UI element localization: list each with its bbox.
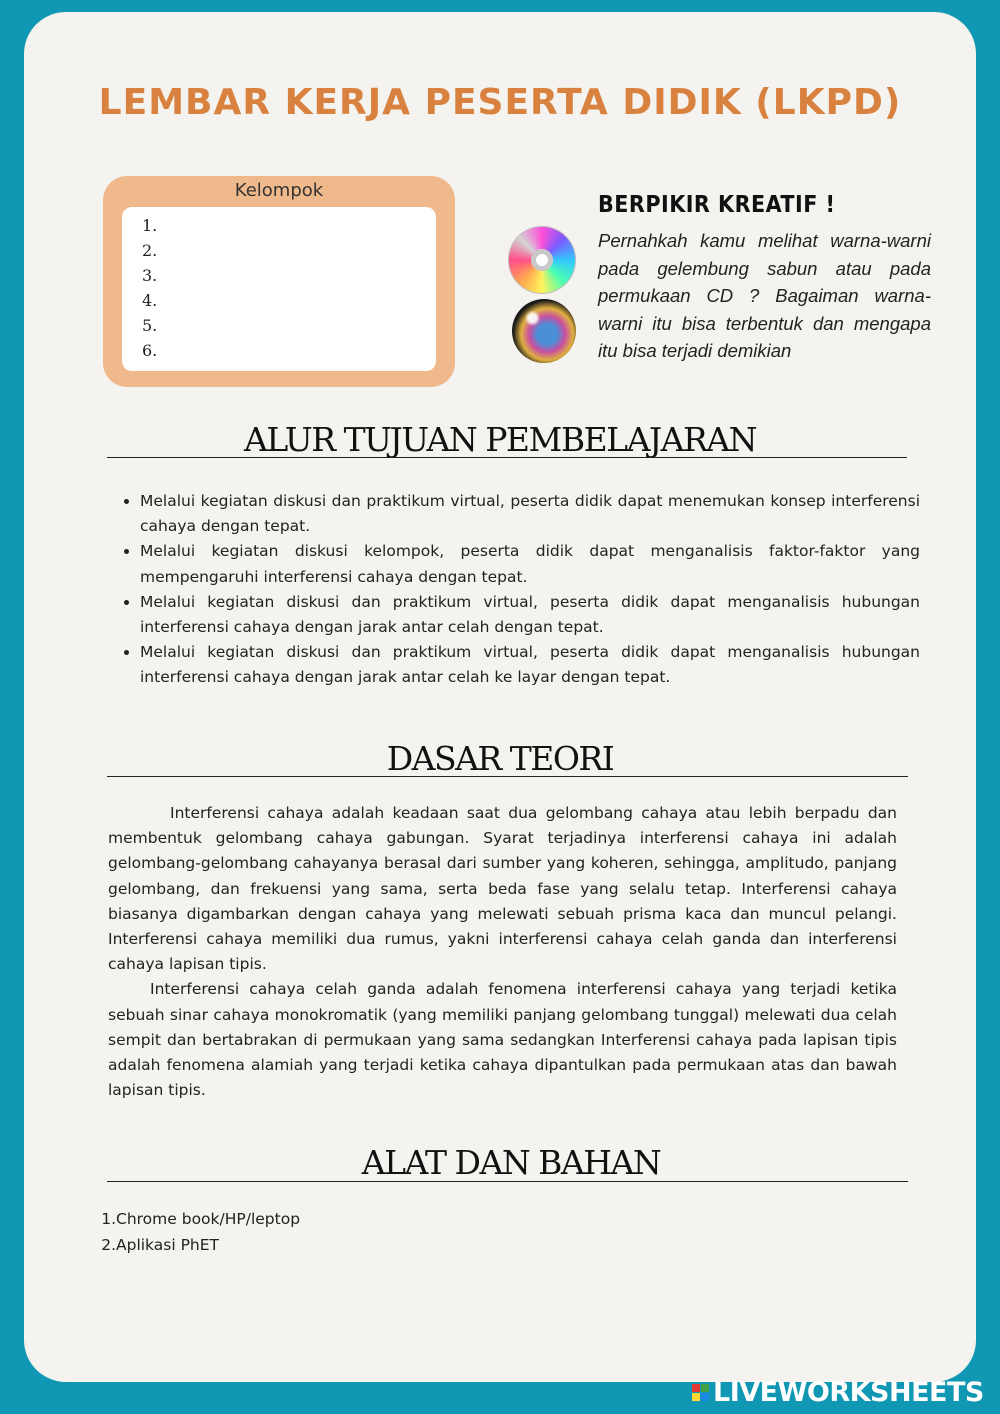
soap-bubble-icon <box>512 299 576 363</box>
cd-icon <box>508 226 576 294</box>
liveworksheets-logo[interactable] <box>692 1378 984 1406</box>
tool-item: 2.Aplikasi PhET <box>101 1235 219 1254</box>
creative-question: Pernahkah kamu melihat warna-warni pada gelembung sabun atau pada permukaan CD ? Bagaiman warna-warni itu bisa terbentuk dan mengapa itu bisa terjadi demikian <box>598 230 931 362</box>
group-member-4: 4. <box>142 291 158 310</box>
group-members-field[interactable] <box>122 207 436 371</box>
theory-title: DASAR TEORI <box>386 739 614 778</box>
group-member-5: 5. <box>142 316 158 335</box>
group-member-3: 3. <box>142 266 158 285</box>
goal-item: • Melalui kegiatan diskusi kelompok, peserta didik dapat menganalisis faktor-faktor yang mempengaruhi interferensi cahaya dengan tepat. <box>140 539 920 589</box>
group-box <box>103 176 455 387</box>
group-members-list <box>122 207 436 363</box>
goal-item: • Melalui kegiatan diskusi dan praktikum virtual, peserta didik dapat menemukan konsep interferensi cahaya dengan tepat. <box>140 489 920 539</box>
liveworksheets-logo-icon <box>692 1384 709 1401</box>
tools-title: ALAT DAN BAHAN <box>361 1143 661 1182</box>
logo-square <box>692 1384 700 1392</box>
logo-square <box>692 1393 700 1401</box>
group-label: Kelompok <box>234 180 324 201</box>
theory-text <box>108 801 897 1103</box>
goals-title: ALUR TUJUAN PEMBELAJARAN <box>243 420 757 459</box>
theory-paragraph: Interferensi cahaya adalah keadaan saat dua gelombang cahaya atau lebih berpadu dan membentuk gelombang cahaya gabungan. Syarat terjadinya interferensi cahaya ini adalah gelombang-gelombang cahayanya berasal dari sumber yang koheren, sehingga, amplitudo, panjang gelombang, dan frekuensi yang sama, serta beda fase yang selalu tetap. Interferensi cahaya biasanya digambarkan dengan cahaya yang melewati sebuah prisma kaca dan muncul pelangi. Interferensi cahaya memiliki dua rumus, yakni interferensi cahaya celah ganda dan interferensi cahaya lapisan tipis. <box>108 804 897 974</box>
goals-list <box>118 489 920 691</box>
tools-list <box>100 1207 300 1258</box>
group-member-1: 1. <box>142 216 158 235</box>
goals-divider <box>107 457 907 458</box>
goal-item: • Melalui kegiatan diskusi dan praktikum virtual, peserta didik dapat menganalisis hubungan interferensi cahaya dengan jarak antar celah dengan tepat. <box>140 590 920 640</box>
logo-square <box>701 1393 709 1401</box>
goal-item: • Melalui kegiatan diskusi dan praktikum virtual, peserta didik dapat menganalisis hubungan interferensi cahaya dengan jarak antar celah ke layar dengan tepat. <box>140 640 920 690</box>
logo-square <box>701 1384 709 1392</box>
creative-title: BERPIKIR KREATIF ! <box>598 192 836 218</box>
theory-paragraph: Interferensi cahaya celah ganda adalah fenomena interferensi cahaya yang terjadi ketika sebuah sinar cahaya monokromatik (yang memiliki panjang gelombang tunggal) melewati dua celah sempit dan bertabrakan di permukaan yang sama sedangkan Interferensi cahaya pada lapisan tipis adalah fenomena alamiah yang terjadi ketika cahaya dipantulkan pada permukaan atas dan bawah lapisan tipis. <box>108 980 897 1100</box>
group-member-2: 2. <box>142 241 158 260</box>
tool-item: 1.Chrome book/HP/leptop <box>101 1210 301 1228</box>
page-title: LEMBAR KERJA PESERTA DIDIK (LKPD) <box>98 82 902 123</box>
brand-name: LIVEWORKSHEETS <box>713 1376 984 1408</box>
theory-divider <box>107 776 908 777</box>
tools-divider <box>107 1181 908 1182</box>
group-member-6: 6. <box>142 341 158 360</box>
